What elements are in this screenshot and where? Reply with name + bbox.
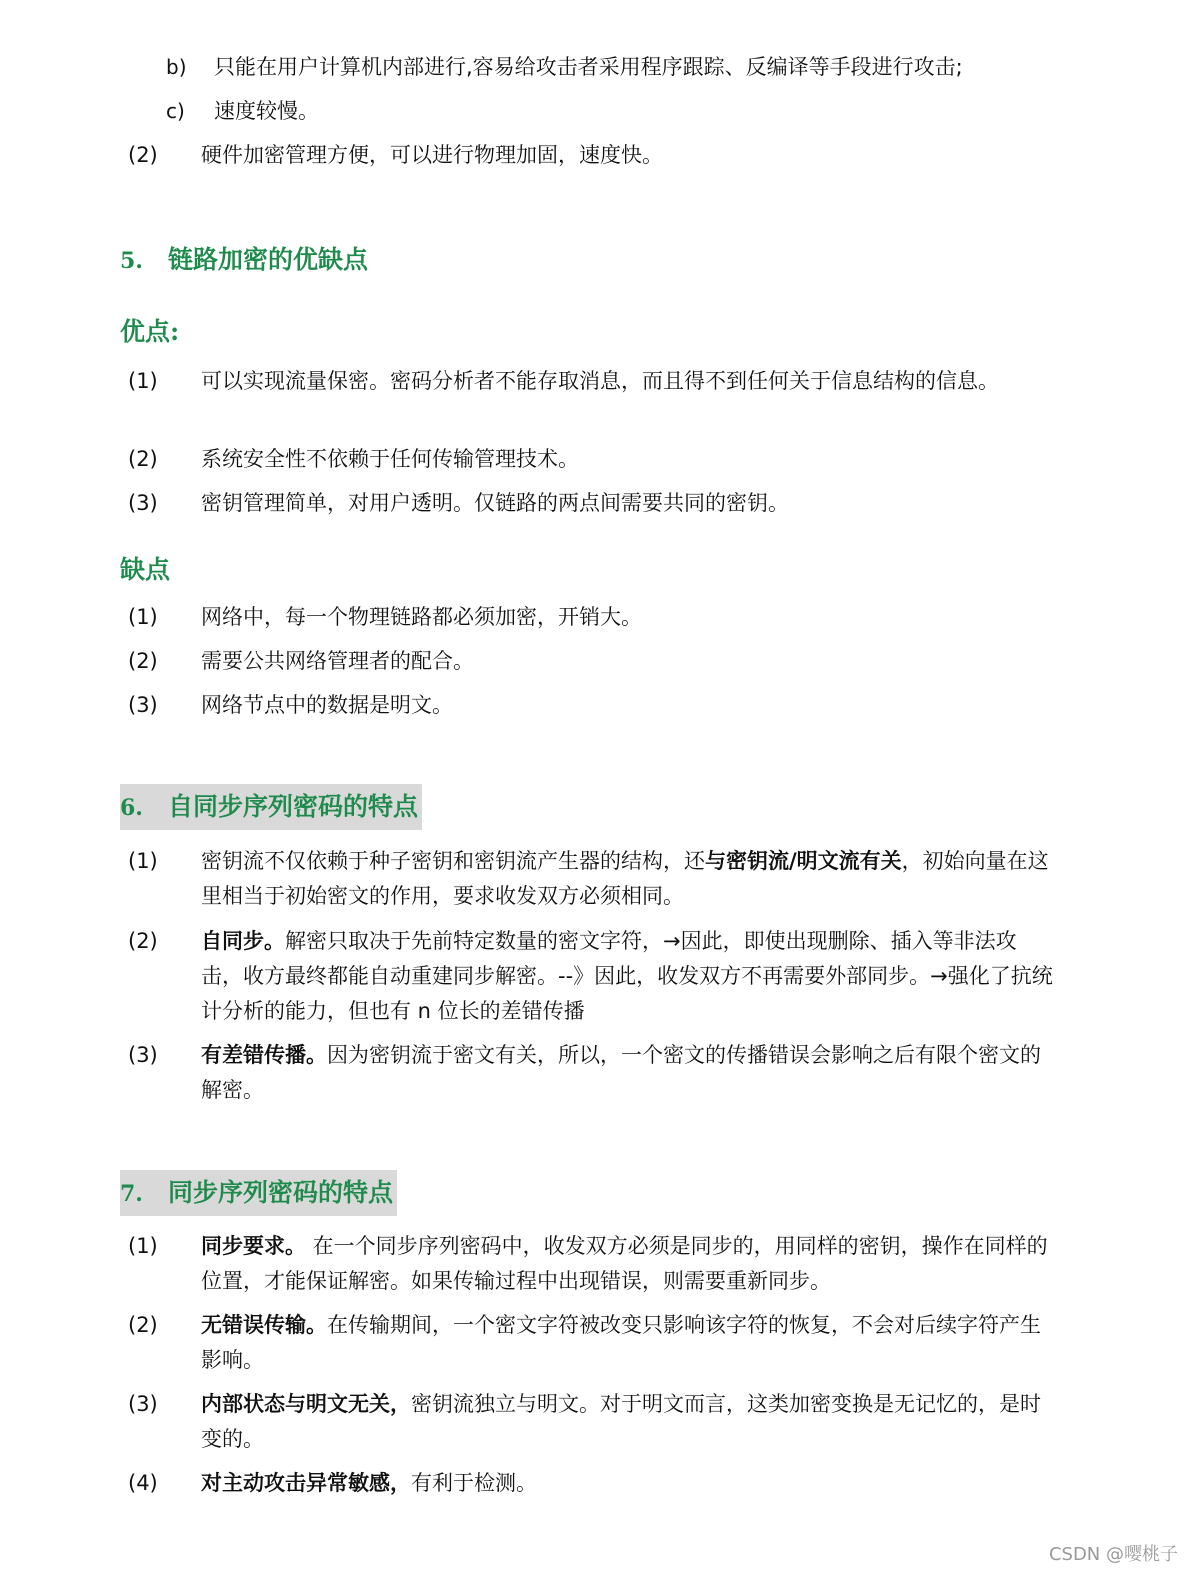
section-title: 自同步序列密码的特点 — [168, 792, 419, 821]
item-text: 硬件加密管理方便，可以进行物理加固，速度快。 — [201, 143, 663, 167]
item-number: (2) — [128, 1313, 158, 1337]
item-number: (4) — [128, 1471, 158, 1495]
bold-text: 对主动攻击异常敏感， — [201, 1471, 411, 1495]
item-number: (3) — [128, 1392, 158, 1416]
list-item — [128, 688, 1058, 723]
text-run: 解密只取决于先前特定数量的密文字符，→因此，即使出现删除、插入等非法攻击，收方最终都能自动重建同步解密。--》因此，收发双方不再需要外部同步。→强化了抗统计分析的能力，但也有 n 位长的差错传播 — [201, 929, 1053, 1023]
section-number: 6. — [120, 795, 143, 821]
item-text: 系统安全性不依赖于任何传输管理技术。 — [201, 447, 579, 471]
bold-text: 有差错传播。 — [201, 1043, 327, 1067]
item-text: 网络中，每一个物理链路都必须加密，开销大。 — [201, 605, 642, 629]
item-text — [201, 924, 1058, 1029]
list-item — [128, 644, 1058, 679]
item-number: (2) — [128, 447, 158, 471]
section-heading-6 — [120, 784, 422, 830]
bold-text: 内部状态与明文无关， — [201, 1392, 411, 1416]
bold-text: 自同步。 — [201, 929, 285, 953]
item-number: (2) — [128, 143, 158, 167]
list-text: 速度较慢。 — [214, 99, 319, 123]
list-item — [128, 924, 1058, 1029]
section-number: 7. — [120, 1181, 143, 1207]
list-item — [128, 138, 1058, 173]
section-title: 链路加密的优缺点 — [168, 245, 369, 274]
item-text — [201, 1466, 1058, 1501]
bold-text: 同步要求。 — [201, 1234, 306, 1258]
item-number: (2) — [128, 649, 158, 673]
csdn-watermark: CSDN @嘤桃子 — [1048, 1544, 1178, 1565]
item-number: (1) — [128, 849, 158, 873]
list-item — [128, 1308, 1058, 1378]
text-run: ，初始向量在这里相当于初始密文的作用，要求收发双方必须相同。 — [201, 849, 1049, 908]
item-text — [201, 1387, 1058, 1457]
item-text — [201, 1038, 1058, 1108]
list-item — [166, 96, 319, 126]
item-number: (2) — [128, 929, 158, 953]
list-item — [128, 364, 1058, 399]
list-item — [128, 600, 1058, 635]
item-number: (1) — [128, 1234, 158, 1258]
item-text — [201, 844, 1058, 914]
list-item — [128, 442, 1058, 477]
item-text: 密钥管理简单，对用户透明。仅链路的两点间需要共同的密钥。 — [201, 491, 789, 515]
list-item — [128, 1387, 1058, 1457]
list-item — [166, 52, 963, 82]
section-heading-7 — [120, 1170, 397, 1216]
text-run: 在一个同步序列密码中，收发双方必须是同步的，用同样的密钥，操作在同样的位置，才能保证解密。如果传输过程中出现错误，则需要重新同步。 — [201, 1234, 1048, 1293]
list-item — [128, 1038, 1058, 1108]
list-item — [128, 486, 1058, 521]
list-text: 只能在用户计算机内部进行,容易给攻击者采用程序跟踪、反编译等手段进行攻击; — [214, 55, 963, 79]
list-item — [128, 844, 1058, 914]
item-number: (3) — [128, 491, 158, 515]
item-text: 需要公共网络管理者的配合。 — [201, 649, 474, 673]
item-text — [201, 1229, 1058, 1299]
item-text — [201, 1308, 1058, 1378]
pros-heading: 优点: — [120, 317, 180, 346]
list-item — [128, 1466, 1058, 1501]
item-text: 可以实现流量保密。密码分析者不能存取消息，而且得不到任何关于信息结构的信息。 — [201, 369, 999, 393]
section-title: 同步序列密码的特点 — [168, 1178, 394, 1207]
section-heading-5 — [120, 237, 368, 283]
list-label: c) — [166, 99, 185, 123]
item-number: (1) — [128, 369, 158, 393]
item-text: 网络节点中的数据是明文。 — [201, 693, 453, 717]
text-run: 密钥流不仅依赖于种子密钥和密钥流产生器的结构，还 — [201, 849, 705, 873]
bold-text: 与密钥流/明文流有关 — [705, 849, 902, 873]
text-run: 有利于检测。 — [411, 1471, 537, 1495]
list-label: b) — [166, 55, 187, 79]
bold-text: 无错误传输。 — [201, 1313, 327, 1337]
text-run: 因为密钥流于密文有关，所以，一个密文的传播错误会影响之后有限个密文的解密。 — [201, 1043, 1041, 1102]
item-number: (3) — [128, 693, 158, 717]
section-number: 5. — [120, 248, 143, 274]
list-item — [128, 1229, 1058, 1299]
cons-heading: 缺点 — [120, 555, 171, 584]
item-number: (3) — [128, 1043, 158, 1067]
text-run: 密钥流独立与明文。对于明文而言，这类加密变换是无记忆的，是时变的。 — [201, 1392, 1041, 1451]
item-number: (1) — [128, 605, 158, 629]
text-run: 在传输期间，一个密文字符被改变只影响该字符的恢复，不会对后续字符产生影响。 — [201, 1313, 1041, 1372]
